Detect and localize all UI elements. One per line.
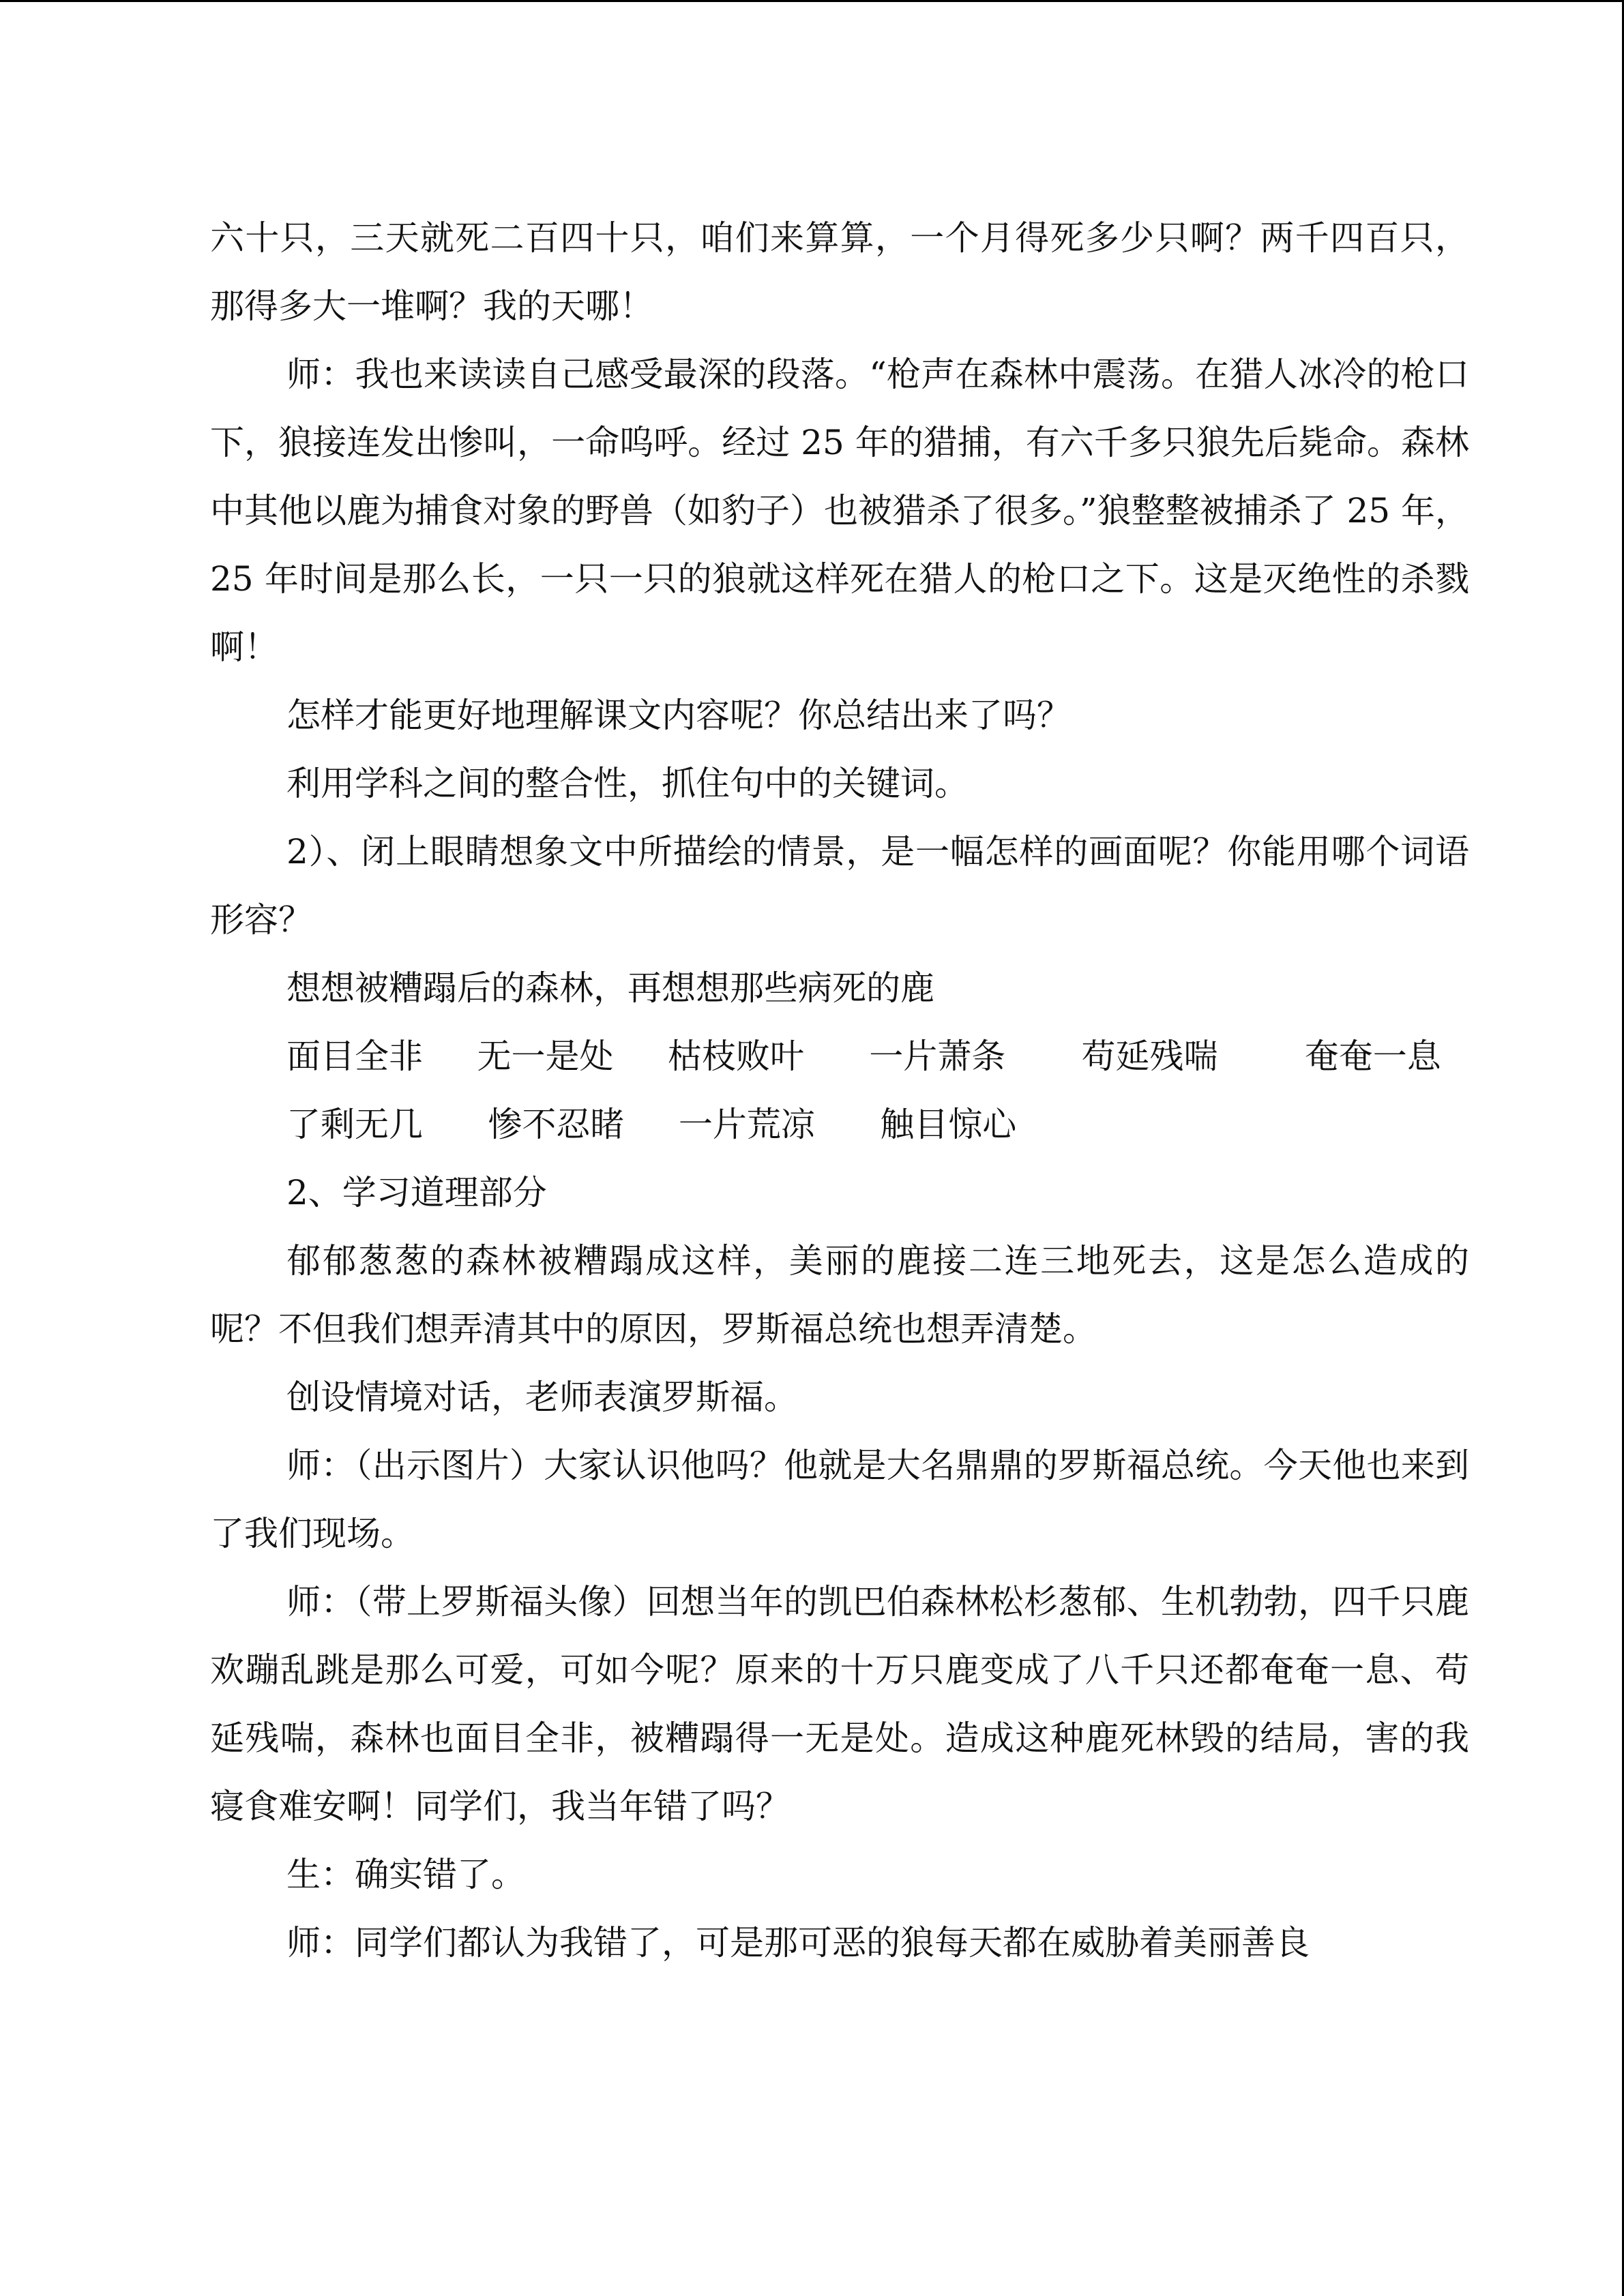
paragraph-3: 怎样才能更好地理解课文内容呢？你总结出来了吗？ — [286, 696, 1071, 735]
paragraph-11: 创设情境对话，老师表演罗斯福。 — [286, 1377, 798, 1417]
word-list-1: 面目全非 无一是处 枯枝败叶 一片萧条 苟延残喘 奄奄一息 — [286, 1037, 1441, 1076]
paragraph-2: 师：我也来读读自己感受最深的段落。“枪声在森林中震荡。在猎人冰冷的枪口下，狼接连发出惨叫，一命呜呼。经过 25 年的猎捕，有六千多只狼先后毙命。森林中其他以鹿为捕食对象的野兽（如豹子）也被猎杀了很多。”狼整整被捕杀了 25 年，25 年时间是那么长，一只一只的狼就这样死在猎人的枪口之下。这是灭绝性的杀戮啊！ — [210, 355, 1469, 667]
document-body — [210, 204, 1469, 1977]
paragraph-13: 师：（带上罗斯福头像）回想当年的凯巴伯森林松杉葱郁、生机勃勃，四千只鹿欢蹦乱跳是那么可爱，可如今呢？原来的十万只鹿变成了八千只还都奄奄一息、苟延残喘，森林也面目全非，被糟蹋得一无是处。造成这种鹿死林毁的结局，害的我寝食难安啊！同学们，我当年错了吗？ — [210, 1582, 1469, 1826]
paragraph-10: 郁郁葱葱的森林被糟蹋成这样，美丽的鹿接二连三地死去，这是怎么造成的呢？不但我们想弄清其中的原因，罗斯福总统也想弄清楚。 — [210, 1241, 1469, 1349]
paragraph-14: 生：确实错了。 — [286, 1855, 525, 1894]
word-list-2: 了剩无几 惨不忍睹 一片荒凉 触目惊心 — [286, 1105, 1017, 1144]
paragraph-6: 想想被糟蹋后的森林，再想想那些病死的鹿 — [286, 968, 934, 1008]
paragraph-15: 师：同学们都认为我错了，可是那可恶的狼每天都在威胁着美丽善良 — [286, 1923, 1310, 1963]
paragraph-5: 2）、闭上眼睛想象文中所描绘的情景，是一幅怎样的画面呢？你能用哪个词语形容？ — [210, 832, 1469, 940]
section-heading: 2、学习道理部分 — [286, 1173, 547, 1212]
paragraph-12: 师：（出示图片）大家认识他吗？他就是大名鼎鼎的罗斯福总统。今天他也来到了我们现场。 — [210, 1446, 1469, 1553]
paragraph-4: 利用学科之间的整合性，抓住句中的关键词。 — [286, 764, 969, 803]
paragraph-1: 六十只，三天就死二百四十只，咱们来算算，一个月得死多少只啊？两千四百只，那得多大一堆啊？我的天哪！ — [210, 218, 1469, 326]
